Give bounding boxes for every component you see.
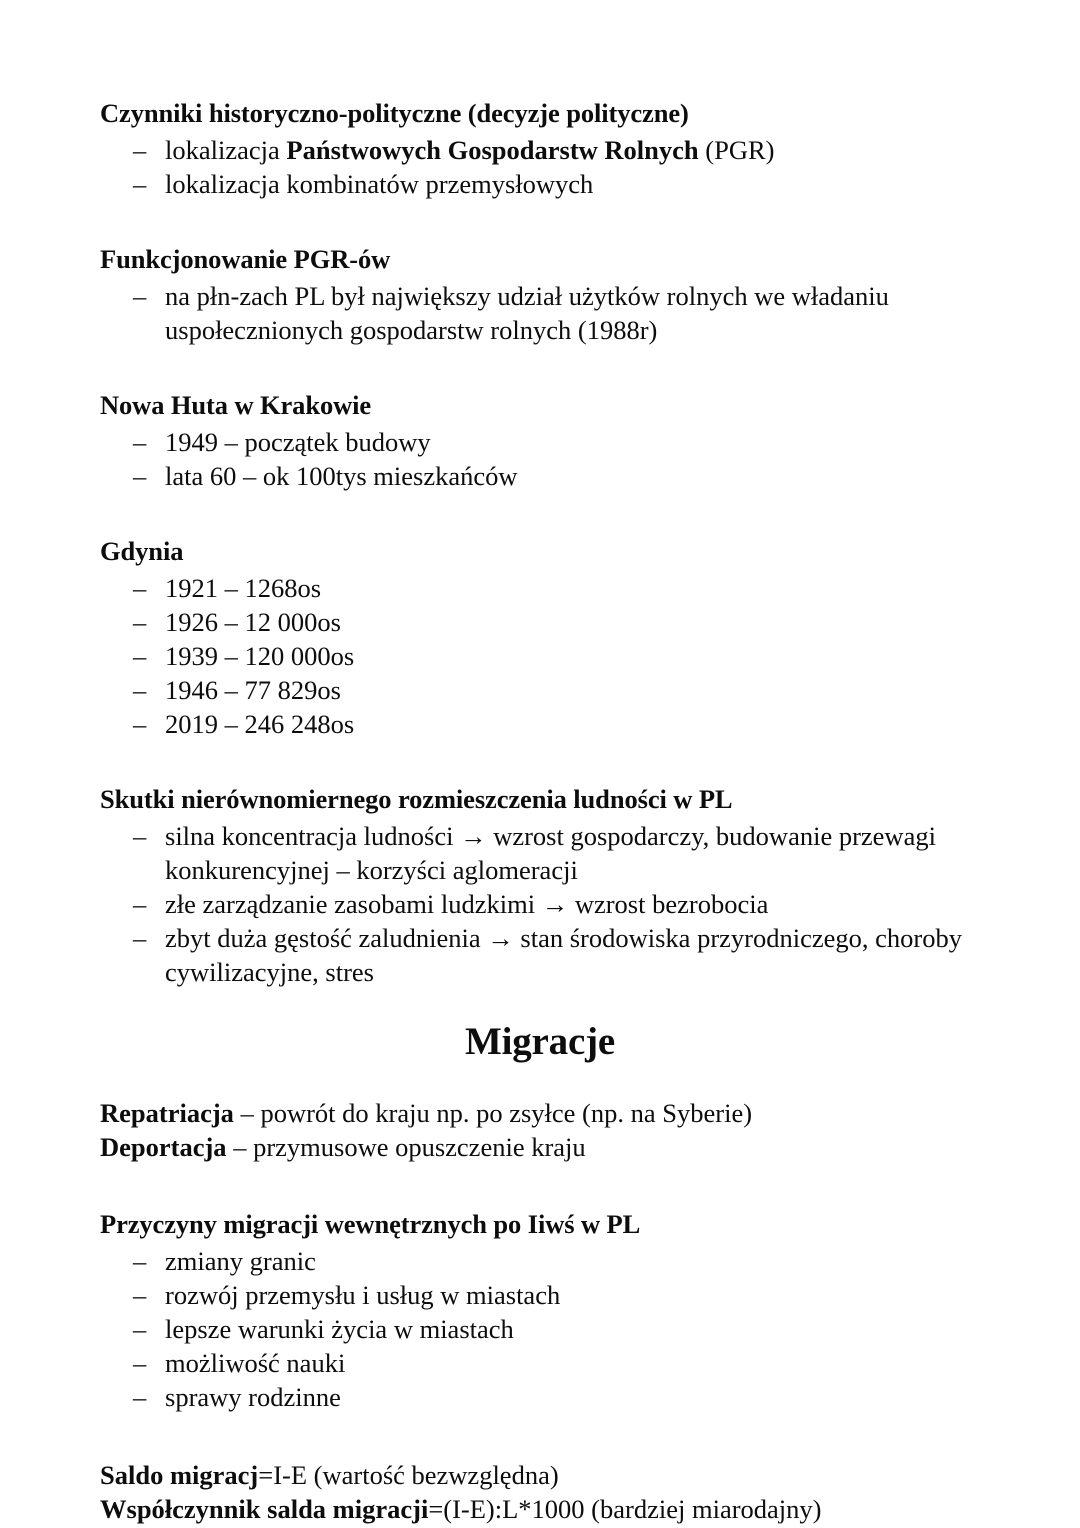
definition-text: – przymusowe opuszczenie kraju xyxy=(226,1132,586,1163)
list-item xyxy=(100,707,980,741)
definition-text: – powrót do kraju np. po zsyłce (np. na Syberie) xyxy=(233,1098,753,1129)
list-item-text-pre: na płn-zach PL był największy udział użytków rolnych we władaniu uspołecznionych gospodarstw rolnych (1988r) xyxy=(165,280,889,345)
list-item-text-post: (PGR) xyxy=(698,134,775,165)
list-item xyxy=(100,1380,980,1414)
section-gap xyxy=(100,763,980,783)
list-item xyxy=(100,167,980,201)
list-item xyxy=(100,819,980,887)
bullet-dash: – xyxy=(133,709,147,740)
section-czynniki xyxy=(100,97,980,201)
list-item xyxy=(100,921,980,989)
section-heading: Nowa Huta w Krakowie xyxy=(100,390,372,420)
list-item-text-pre: 1926 – 12 000os xyxy=(165,606,341,637)
section-gdynia xyxy=(100,535,980,741)
definition-term: Repatriacja xyxy=(100,1098,234,1129)
bullet-list xyxy=(100,819,980,989)
section-gap xyxy=(100,369,980,389)
list-item-text-pre: 1946 – 77 829os xyxy=(165,675,341,706)
formulas-gap xyxy=(100,1414,980,1458)
definitions-block xyxy=(100,1096,980,1164)
list-item-text-pre: lepsze warunki życia w miastach xyxy=(165,1314,514,1345)
list-item xyxy=(100,571,980,605)
section-skutki xyxy=(100,783,980,989)
bullet-dash: – xyxy=(133,675,147,706)
list-item xyxy=(100,887,980,921)
bullet-list xyxy=(100,279,980,347)
list-item xyxy=(100,279,980,347)
list-item-text-pre: złe zarządzanie zasobami ludzkimi → wzrost bezrobocia xyxy=(165,889,769,920)
bullet-list xyxy=(100,425,980,493)
bullet-dash: – xyxy=(133,606,147,637)
document-content xyxy=(100,97,980,1526)
list-item-text-pre: lokalizacja xyxy=(165,134,287,165)
bullet-dash: – xyxy=(133,280,147,311)
bullet-dash: – xyxy=(133,572,147,603)
section-heading: Czynniki historyczno-polityczne (decyzje polityczne) xyxy=(100,98,689,128)
list-item-text-pre: 1921 – 1268os xyxy=(165,572,322,603)
section-gap xyxy=(100,223,980,243)
page-title: Migracje xyxy=(465,1020,615,1064)
list-item xyxy=(100,605,980,639)
title-gap xyxy=(100,1066,980,1096)
bullet-dash: – xyxy=(133,889,147,920)
list-item xyxy=(100,133,980,167)
bullet-dash: – xyxy=(133,168,147,199)
list-item xyxy=(100,1278,980,1312)
section-funkcjonowanie-pgr xyxy=(100,243,980,347)
section-nowa-huta xyxy=(100,389,980,493)
list-item xyxy=(100,425,980,459)
bullet-dash: – xyxy=(133,460,147,491)
definition-line xyxy=(100,1130,980,1164)
section-przyczyny-migracji xyxy=(100,1208,980,1414)
list-item-text-pre: 2019 – 246 248os xyxy=(165,709,355,740)
list-item-text-pre: sprawy rodzinne xyxy=(165,1382,341,1413)
bullet-dash: – xyxy=(133,923,147,954)
formulas-block xyxy=(100,1458,980,1526)
bullet-dash: – xyxy=(133,821,147,852)
definition-term: Deportacja xyxy=(100,1132,227,1163)
list-item-text-pre: silna koncentracja ludności → wzrost gospodarczy, budowanie przewagi konkurencyjnej – korzyści aglomeracji xyxy=(165,821,936,886)
bullet-dash: – xyxy=(133,134,147,165)
bullet-list xyxy=(100,133,980,201)
formula-expression: =I-E (wartość bezwzględna) xyxy=(258,1460,559,1491)
list-item xyxy=(100,1244,980,1278)
list-item xyxy=(100,1346,980,1380)
formula-line xyxy=(100,1492,980,1526)
bullet-dash: – xyxy=(133,1280,147,1311)
section-heading: Skutki nierównomiernego rozmieszczenia ludności w PL xyxy=(100,784,733,815)
bullet-dash: – xyxy=(133,641,147,671)
list-item-text-pre: 1939 – 120 000os xyxy=(165,641,355,671)
list-item xyxy=(100,639,980,673)
bullet-dash: – xyxy=(133,1246,147,1277)
formula-term: Współczynnik salda migracji xyxy=(100,1494,429,1525)
list-item-text-pre: możliwość nauki xyxy=(165,1348,346,1379)
section-heading: Przyczyny migracji wewnętrznych po Iiwś w PL xyxy=(100,1209,641,1240)
bullet-dash: – xyxy=(133,1314,147,1345)
section-gap xyxy=(100,515,980,535)
list-item xyxy=(100,673,980,707)
list-item-text-pre: lata 60 – ok 100tys mieszkańców xyxy=(165,460,518,491)
bullet-dash: – xyxy=(133,426,147,457)
formula-line xyxy=(100,1458,980,1492)
list-item-text-pre: rozwój przemysłu i usług w miastach xyxy=(165,1280,561,1311)
list-item-text-pre: zmiany granic xyxy=(165,1246,316,1277)
bullet-list xyxy=(100,571,980,741)
bullet-dash: – xyxy=(133,1382,147,1413)
list-item-text-pre: 1949 – początek budowy xyxy=(165,426,431,457)
section-heading: Funkcjonowanie PGR-ów xyxy=(100,244,391,274)
list-item-text-pre: lokalizacja kombinatów przemysłowych xyxy=(165,168,594,199)
list-item-text-strong: Państwowych Gospodarstw Rolnych xyxy=(286,134,699,165)
definition-line xyxy=(100,1096,980,1130)
bullet-dash: – xyxy=(133,1348,147,1379)
formula-term: Saldo migracj xyxy=(100,1460,259,1491)
formula-expression: =(I-E):L*1000 (bardziej miarodajny) xyxy=(428,1494,822,1525)
list-item xyxy=(100,1312,980,1346)
list-item xyxy=(100,459,980,493)
definitions-gap xyxy=(100,1164,980,1208)
list-item-text-pre: zbyt duża gęstość zaludnienia → stan środowiska przyrodniczego, choroby cywilizacyjne, stres xyxy=(165,923,962,988)
section-heading: Gdynia xyxy=(100,536,184,566)
bullet-list xyxy=(100,1244,980,1414)
